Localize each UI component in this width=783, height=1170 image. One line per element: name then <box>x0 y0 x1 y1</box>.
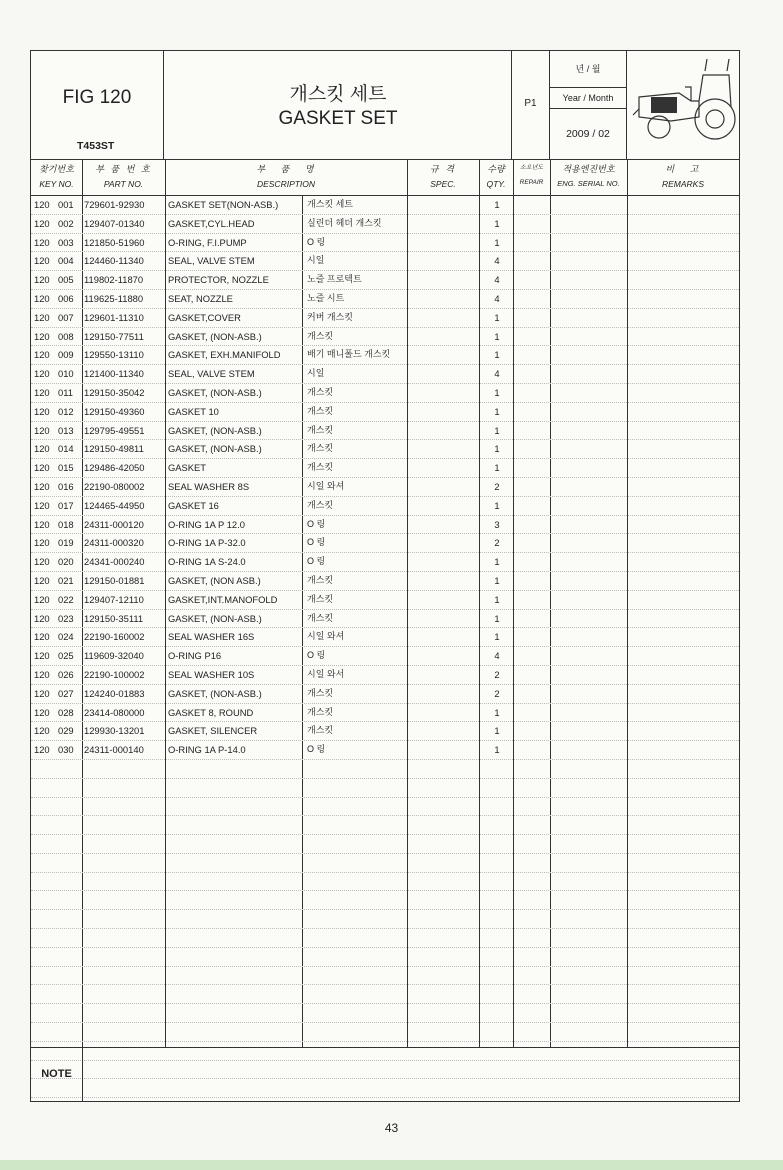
cell-desc: O-RING 1A P 12.0 <box>168 518 245 530</box>
cell-ko: 시일 와서 <box>307 668 345 679</box>
cell-fig: 120 <box>34 537 50 549</box>
cell-part: 23414-080000 <box>84 706 145 718</box>
cell-qty: 1 <box>494 217 500 229</box>
cell-fig: 120 <box>34 292 50 304</box>
cell-ko: 개스킷 <box>307 462 334 473</box>
note-section <box>31 1047 739 1101</box>
table-row <box>31 722 739 741</box>
note-label: NOTE <box>31 1048 83 1101</box>
cell-desc: SEAL, VALVE STEM <box>168 368 255 380</box>
empty-row <box>31 798 739 817</box>
table-row <box>31 346 739 365</box>
col-qty-en: QTY. <box>486 179 506 189</box>
column-header-row <box>31 159 739 196</box>
cell-desc: GASKET, (NON ASB.) <box>168 574 261 586</box>
empty-row <box>31 779 739 798</box>
cell-qty: 1 <box>494 443 500 455</box>
table-row <box>31 516 739 535</box>
cell-fig: 120 <box>34 255 50 267</box>
cell-desc: GASKET, (NON-ASB.) <box>168 612 262 624</box>
cell-part: 22190-160002 <box>84 631 145 643</box>
col-spec-en: SPEC. <box>430 179 456 189</box>
cell-qty: 4 <box>494 274 500 286</box>
empty-row <box>31 1023 739 1042</box>
cell-desc: GASKET, (NON-ASB.) <box>168 424 262 436</box>
cell-qty: 1 <box>494 593 500 605</box>
cell-qty: 1 <box>494 556 500 568</box>
cell-part: 24311-000120 <box>84 518 144 530</box>
cell-key: 016 <box>58 480 74 492</box>
cell-qty: 1 <box>494 236 500 248</box>
cell-ko: 개스킷 <box>307 593 334 604</box>
empty-row <box>31 929 739 948</box>
cell-ko: 시일 <box>307 255 325 266</box>
col-key-en: KEY NO. <box>39 179 74 189</box>
col-repair-ko: 소요년도 <box>519 165 544 171</box>
cell-fig: 120 <box>34 668 50 680</box>
cell-qty: 1 <box>494 330 500 342</box>
col-part-en: PART NO. <box>103 179 144 189</box>
cell-ko: 시일 와셔 <box>307 631 345 642</box>
cell-desc: SEAL WASHER 10S <box>168 668 255 680</box>
cell-qty: 2 <box>494 537 500 549</box>
cell-part: 129150-35111 <box>84 612 144 624</box>
cell-desc: GASKET 8, ROUND <box>168 706 254 718</box>
cell-part: 119609-32040 <box>84 650 144 662</box>
col-serial <box>550 159 627 195</box>
parts-sheet <box>30 50 740 1102</box>
cell-qty: 1 <box>494 199 500 210</box>
cell-part: 129930-13201 <box>84 725 145 737</box>
cell-qty: 1 <box>494 462 500 474</box>
cell-key: 028 <box>58 706 74 718</box>
cell-qty: 4 <box>494 292 500 304</box>
col-desc <box>165 159 407 195</box>
cell-desc: GASKET <box>168 462 207 474</box>
cell-key: 008 <box>58 330 74 342</box>
cell-part: 24341-000240 <box>84 556 145 568</box>
col-desc-en: DESCRIPTION <box>256 179 316 189</box>
cell-part: 124465-44950 <box>84 499 145 511</box>
cell-ko: 개스킷 <box>307 574 334 585</box>
cell-desc: GASKET,INT.MANOFOLD <box>168 593 278 605</box>
cell-desc: GASKET, (NON-ASB.) <box>168 386 262 398</box>
table-row <box>31 215 739 234</box>
col-serial-ko: 적용엔진번호 <box>562 164 615 174</box>
cell-fig: 120 <box>34 744 50 756</box>
cell-ko: 커버 개스킷 <box>307 311 353 322</box>
table-row <box>31 704 739 723</box>
cell-qty: 1 <box>494 612 500 624</box>
cell-qty: 4 <box>494 368 500 380</box>
cell-ko: 개스킷 <box>307 330 334 341</box>
cell-fig: 120 <box>34 349 50 361</box>
cell-key: 002 <box>58 217 74 229</box>
table-row <box>31 271 739 290</box>
date-value: 2009 / 02 <box>566 128 610 140</box>
cell-desc: O-RING, F.I.PUMP <box>168 236 247 248</box>
table-row <box>31 610 739 629</box>
col-part <box>82 159 165 195</box>
cell-ko: 실린더 헤더 개스킷 <box>307 217 382 228</box>
cell-key: 012 <box>58 405 74 417</box>
cell-ko: 개스킷 <box>307 386 334 397</box>
cell-key: 015 <box>58 462 74 474</box>
cell-qty: 1 <box>494 424 500 436</box>
cell-key: 027 <box>58 687 74 699</box>
col-repair-en: REPAIR <box>519 179 544 186</box>
cell-ko: 개스킷 <box>307 706 334 717</box>
cell-fig: 120 <box>34 405 50 417</box>
date-label-english: Year / Month <box>550 88 626 109</box>
cell-key: 019 <box>58 537 74 549</box>
date-box <box>550 51 626 159</box>
table-row <box>31 647 739 666</box>
col-qty-ko: 수량 <box>487 164 505 174</box>
cell-ko: 개스킷 <box>307 687 334 698</box>
cell-desc: SEAL WASHER 16S <box>168 631 255 643</box>
cell-fig: 120 <box>34 499 50 511</box>
cell-fig: 120 <box>34 725 50 737</box>
cell-desc: GASKET, (NON-ASB.) <box>168 330 262 342</box>
cell-part: 22190-100002 <box>84 668 145 680</box>
empty-row <box>31 985 739 1004</box>
cell-ko: 시일 와셔 <box>307 480 345 491</box>
cell-ko: O 링 <box>307 537 326 548</box>
table-row <box>31 309 739 328</box>
cell-part: 124240-01883 <box>84 687 145 699</box>
empty-row <box>31 948 739 967</box>
cell-part: 129150-35042 <box>84 386 145 398</box>
bottom-strip <box>0 1160 783 1170</box>
col-key <box>31 159 82 195</box>
cell-ko: 개스킷 <box>307 424 334 435</box>
cell-desc: SEAT, NOZZLE <box>168 292 233 304</box>
cell-desc: GASKET 16 <box>168 499 219 511</box>
table-row <box>31 628 739 647</box>
cell-desc: O-RING 1A P-32.0 <box>168 537 246 549</box>
cell-desc: GASKET, (NON-ASB.) <box>168 443 262 455</box>
cell-key: 013 <box>58 424 74 436</box>
cell-fig: 120 <box>34 706 50 718</box>
col-qty <box>479 159 513 195</box>
col-remarks-en: REMARKS <box>661 179 705 189</box>
cell-part: 129150-49811 <box>84 443 144 455</box>
cell-part: 129407-12110 <box>84 593 144 605</box>
cell-fig: 120 <box>34 386 50 398</box>
cell-fig: 120 <box>34 443 50 455</box>
table-row <box>31 666 739 685</box>
sheet-header <box>31 51 739 160</box>
table-row <box>31 365 739 384</box>
table-row <box>31 572 739 591</box>
cell-qty: 1 <box>494 574 500 586</box>
table-row <box>31 290 739 309</box>
cell-fig: 120 <box>34 462 50 474</box>
date-label-korean: 년 / 월 <box>550 51 626 88</box>
cell-ko: O 링 <box>307 236 326 247</box>
cell-qty: 1 <box>494 405 500 417</box>
cell-desc: SEAL WASHER 8S <box>168 480 250 492</box>
cell-qty: 2 <box>494 687 500 699</box>
cell-qty: 1 <box>494 631 500 643</box>
cell-desc: GASKET, (NON-ASB.) <box>168 687 262 699</box>
cell-key: 029 <box>58 725 74 737</box>
cell-ko: O 링 <box>307 744 326 755</box>
empty-row <box>31 873 739 892</box>
cell-key: 023 <box>58 612 74 624</box>
cell-key: 006 <box>58 292 74 304</box>
cell-key: 020 <box>58 556 74 568</box>
cell-ko: O 링 <box>307 556 326 567</box>
table-row <box>31 328 739 347</box>
col-desc-ko: 부 품 명 <box>256 164 316 174</box>
cell-key: 026 <box>58 668 74 680</box>
cell-part: 129486-42050 <box>84 462 145 474</box>
empty-row <box>31 816 739 835</box>
cell-key: 004 <box>58 255 74 267</box>
cell-desc: GASKET 10 <box>168 405 219 417</box>
col-repair <box>513 159 550 195</box>
cell-desc: SEAL, VALVE STEM <box>168 255 255 267</box>
cell-key: 024 <box>58 631 74 643</box>
cell-desc: GASKET,COVER <box>168 311 241 323</box>
cell-part: 22190-080002 <box>84 480 145 492</box>
cell-fig: 120 <box>34 217 50 229</box>
cell-fig: 120 <box>34 574 50 586</box>
cell-qty: 2 <box>494 668 500 680</box>
cell-ko: 개스킷 <box>307 443 334 454</box>
col-remarks-ko: 비 고 <box>665 164 701 174</box>
title-korean: 개스킷 세트 <box>289 84 387 105</box>
cell-ko: 배기 매니폴드 개스킷 <box>307 349 391 360</box>
cell-part: 121850-51960 <box>84 236 145 248</box>
cell-fig: 120 <box>34 687 50 699</box>
table-row <box>31 553 739 572</box>
table-row <box>31 384 739 403</box>
cell-fig: 120 <box>34 311 50 323</box>
cell-qty: 1 <box>494 311 500 323</box>
cell-part: 129407-01340 <box>84 217 145 229</box>
empty-row <box>31 910 739 929</box>
cell-qty: 3 <box>494 518 500 530</box>
cell-fig: 120 <box>34 480 50 492</box>
empty-row <box>31 760 739 779</box>
cell-desc: GASKET, EXH.MANIFOLD <box>168 349 281 361</box>
cell-ko: O 링 <box>307 518 326 529</box>
cell-part: 121400-11340 <box>84 368 144 380</box>
cell-qty: 1 <box>494 499 500 511</box>
cell-key: 014 <box>58 443 74 455</box>
cell-ko: 노즐 시트 <box>307 292 345 303</box>
table-row <box>31 459 739 478</box>
tractor-icon <box>629 57 737 153</box>
cell-fig: 120 <box>34 650 50 662</box>
cell-fig: 120 <box>34 424 50 436</box>
table-row <box>31 234 739 253</box>
cell-key: 007 <box>58 311 74 323</box>
cell-key: 005 <box>58 274 74 286</box>
col-key-ko: 찾기번호 <box>39 164 74 174</box>
cell-part: 129150-49360 <box>84 405 145 417</box>
cell-part: 124460-11340 <box>84 255 144 267</box>
cell-qty: 4 <box>494 255 500 267</box>
cell-ko: 개스킷 <box>307 612 334 623</box>
cell-ko: 시일 <box>307 368 325 379</box>
cell-fig: 120 <box>34 556 50 568</box>
empty-row <box>31 854 739 873</box>
cell-desc: GASKET,CYL.HEAD <box>168 217 255 229</box>
cell-part: 129795-49551 <box>84 424 145 436</box>
cell-ko: 개스킷 <box>307 405 334 416</box>
table-row <box>31 422 739 441</box>
cell-key: 021 <box>58 574 74 586</box>
cell-qty: 1 <box>494 744 500 756</box>
figure-number: FIG 120 <box>62 87 132 108</box>
table-row <box>31 403 739 422</box>
cell-key: 009 <box>58 349 74 361</box>
cell-part: 129601-11310 <box>84 311 144 323</box>
model-name: T453ST <box>77 140 115 152</box>
cell-key: 001 <box>58 199 74 210</box>
col-spec <box>407 159 479 195</box>
cell-desc: O-RING 1A P-14.0 <box>168 744 246 756</box>
cell-qty: 1 <box>494 386 500 398</box>
cell-ko: 개스킷 <box>307 499 334 510</box>
cell-ko: 노즐 프로텍트 <box>307 274 362 285</box>
cell-key: 003 <box>58 236 74 248</box>
page-number: 43 <box>384 1121 399 1135</box>
cell-key: 025 <box>58 650 74 662</box>
table-row <box>31 591 739 610</box>
cell-fig: 120 <box>34 631 50 643</box>
cell-desc: GASKET SET(NON-ASB.) <box>168 199 279 210</box>
cell-qty: 1 <box>494 706 500 718</box>
table-row <box>31 252 739 271</box>
cell-part: 119802-11870 <box>84 274 144 286</box>
table-row <box>31 196 739 215</box>
table-row <box>31 478 739 497</box>
cell-ko: O 링 <box>307 650 326 661</box>
table-row <box>31 497 739 516</box>
cell-part: 24311-000320 <box>84 537 144 549</box>
cell-fig: 120 <box>34 612 50 624</box>
cell-key: 030 <box>58 744 74 756</box>
cell-part: 129150-01881 <box>84 574 145 586</box>
cell-qty: 1 <box>494 725 500 737</box>
cell-qty: 2 <box>494 480 500 492</box>
cell-part: 129550-13110 <box>84 349 144 361</box>
col-remarks <box>627 159 739 195</box>
cell-fig: 120 <box>34 236 50 248</box>
cell-desc: O-RING 1A S-24.0 <box>168 556 246 568</box>
col-part-ko: 부 품 번 호 <box>95 164 152 174</box>
col-spec-ko: 규 격 <box>430 164 456 174</box>
cell-desc: PROTECTOR, NOZZLE <box>168 274 269 286</box>
cell-qty: 1 <box>494 349 500 361</box>
cell-fig: 120 <box>34 199 50 210</box>
cell-key: 017 <box>58 499 74 511</box>
cell-part: 24311-000140 <box>84 744 144 756</box>
empty-row <box>31 967 739 986</box>
cell-ko: 개스킷 세트 <box>307 199 353 209</box>
table-row <box>31 685 739 704</box>
title-english: GASKET SET <box>278 108 398 129</box>
empty-row <box>31 891 739 910</box>
cell-ko: 개스킷 <box>307 725 334 736</box>
cell-key: 011 <box>58 386 73 398</box>
cell-fig: 120 <box>34 518 50 530</box>
cell-fig: 120 <box>34 593 50 605</box>
cell-qty: 4 <box>494 650 500 662</box>
empty-row <box>31 835 739 854</box>
parts-table-body <box>31 196 739 1098</box>
page-code: P1 <box>524 98 537 109</box>
cell-part: 129150-77511 <box>84 330 144 342</box>
cell-desc: O-RING P16 <box>168 650 222 662</box>
cell-fig: 120 <box>34 274 50 286</box>
cell-desc: GASKET, SILENCER <box>168 725 258 737</box>
cell-part: 119625-11880 <box>84 292 144 304</box>
cell-key: 010 <box>58 368 74 380</box>
empty-row <box>31 1004 739 1023</box>
table-row <box>31 440 739 459</box>
cell-key: 018 <box>58 518 74 530</box>
cell-key: 022 <box>58 593 74 605</box>
cell-fig: 120 <box>34 368 50 380</box>
table-row <box>31 741 739 760</box>
col-serial-en: ENG. SERIAL NO. <box>557 179 620 188</box>
cell-fig: 120 <box>34 330 50 342</box>
cell-part: 729601-92930 <box>84 199 145 210</box>
table-row <box>31 534 739 553</box>
